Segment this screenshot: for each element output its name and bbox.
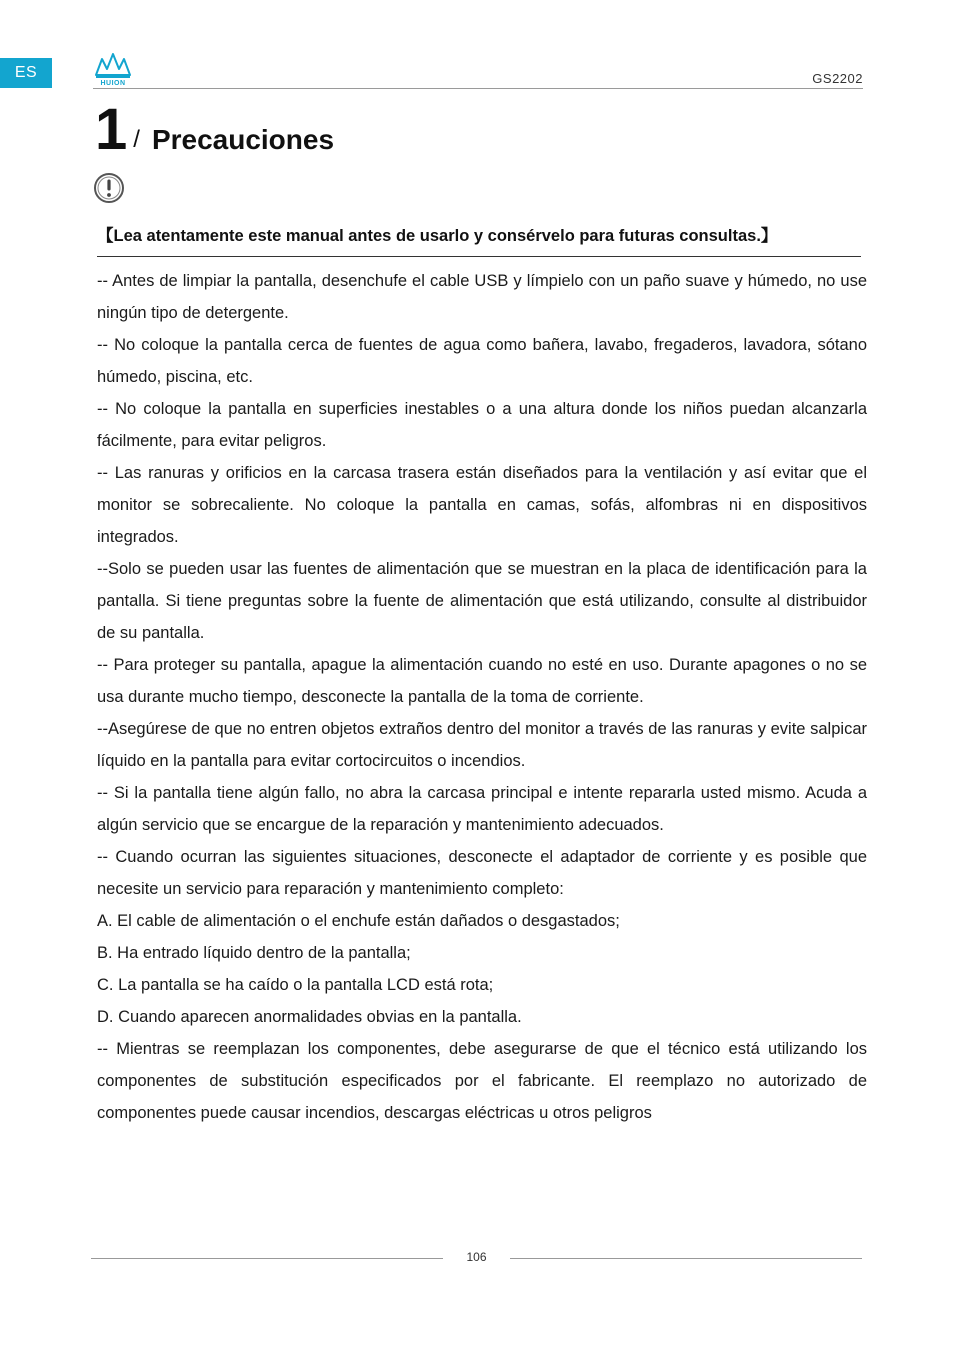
section-heading	[95, 97, 335, 162]
condition-item: B. Ha entrado líquido dentro de la pantalla;	[97, 944, 411, 962]
language-tab: ES	[0, 58, 52, 88]
precaution-item: --Solo se pueden usar las fuentes de alimentación que se muestran en la placa de identificación para la pantalla. Si tiene preguntas sobre la fuente de alimentación que está utilizando, consulte al distribuidor de su pantalla.	[97, 560, 867, 642]
huion-logo	[93, 53, 133, 87]
precaution-item: -- Si la pantalla tiene algún fallo, no abra la carcasa principal e intente repararla usted mismo. Acuda a algún servicio que se encargue de la reparación y mantenimiento adecuados.	[97, 784, 867, 834]
notice-heading: 【Lea atentamente este manual antes de usarlo y consérvelo para futuras consultas.】	[97, 227, 778, 245]
condition-item: D. Cuando aparecen anormalidades obvias en la pantalla.	[97, 1008, 522, 1026]
footer-divider-left	[91, 1258, 443, 1259]
precaution-item: -- Cuando ocurran las siguientes situaciones, desconecte el adaptador de corriente y es posible que necesite un servicio para reparación y mantenimiento completo:	[97, 848, 867, 898]
svg-text:HUION: HUION	[100, 80, 126, 87]
section-title: Precauciones	[151, 124, 335, 155]
precaution-item: -- Las ranuras y orificios en la carcasa trasera están diseñados para la ventilación y así evitar que el monitor se sobrecaliente. No coloque la pantalla en camas, sofás, alfombras ni en dispositivos integrados.	[97, 464, 867, 546]
exclamation-circle-icon	[93, 172, 125, 204]
condition-item: C. La pantalla se ha caído o la pantalla LCD está rota;	[97, 976, 494, 994]
footer-divider-right	[510, 1258, 862, 1259]
section-number: 1	[95, 97, 128, 162]
section-slash: /	[133, 126, 140, 153]
precaution-item: -- No coloque la pantalla cerca de fuentes de agua como bañera, lavabo, fregaderos, lavadora, sótano húmedo, piscina, etc.	[97, 336, 867, 386]
precaution-item: -- Mientras se reemplazan los componentes, debe asegurarse de que el técnico está utilizando los componentes de substitución especificados por el fabricante. El reemplazo no autorizado de componentes puede causar incendios, descargas eléctricas u otros peligros	[97, 1040, 867, 1122]
precaution-item: -- Para proteger su pantalla, apague la alimentación cuando no esté en uso. Durante apagones o no se usa durante mucho tiempo, desconecte la pantalla de la toma de corriente.	[97, 656, 867, 706]
header-divider	[93, 88, 863, 89]
precaution-item: -- No coloque la pantalla en superficies inestables o a una altura donde los niños puedan alcanzarla fácilmente, para evitar peligros.	[97, 400, 867, 450]
model-name: GS2202	[812, 71, 863, 86]
precaution-item: -- Antes de limpiar la pantalla, desenchufe el cable USB y límpielo con un paño suave y húmedo, no use ningún tipo de detergente.	[97, 272, 867, 322]
precaution-item: --Asegúrese de que no entren objetos extraños dentro del monitor a través de las ranuras y evite salpicar líquido en la pantalla para evitar cortocircuitos o incendios.	[97, 720, 867, 770]
condition-item: A. El cable de alimentación o el enchufe están dañados o desgastados;	[97, 912, 620, 930]
precautions-list	[97, 265, 867, 1129]
notice-divider	[97, 256, 861, 257]
page-number: 106	[466, 1250, 487, 1264]
